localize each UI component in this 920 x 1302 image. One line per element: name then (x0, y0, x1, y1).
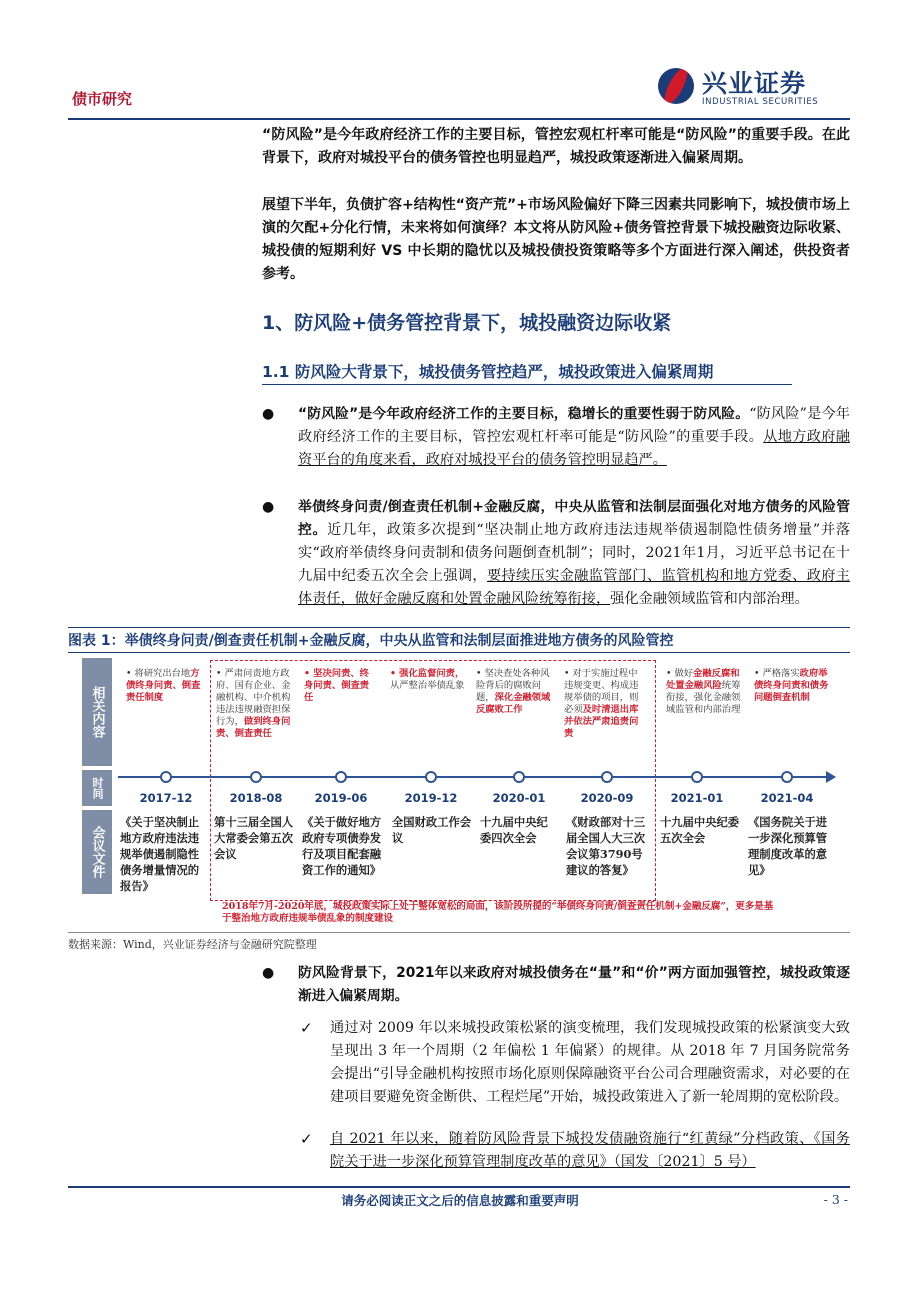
brand-name-cn: 兴业证券 (702, 69, 807, 98)
section-1-1-heading: 1.1 防风险大背景下，城投债务管控趋严，城投政策进入偏紧周期 (262, 363, 714, 381)
bullet-1-underlined: 从地方政府融资平台的角度来看，政府对城投平台的债务管控明显趋严。 (298, 429, 850, 468)
content-7-highlight: 金融反腐和处置金融风险 (666, 668, 740, 691)
figure-title-rule (68, 652, 850, 653)
timeline-year: 2017-12 (139, 791, 193, 805)
timeline-node (691, 771, 703, 783)
checkmark-icon: ✓ (300, 1130, 313, 1148)
bullet-dot-icon: ● (262, 406, 275, 422)
side-label-time: 时间 (82, 770, 112, 806)
bullet-2-underlined: 要持续压实金融监管部门、监管机构和地方党委、政府主体责任，做好金融反腐和处置金融风险统筹衔接， (298, 568, 850, 607)
timeline-year: 2021-01 (670, 791, 724, 805)
timeline-node (160, 771, 172, 783)
bullet-2-lead: 举债终身问责/倒查责任机制+金融反腐，中央从监管和法制层面强化对地方债务的风险管控。 (298, 499, 850, 538)
content-7-lead: • 做好 (666, 668, 694, 679)
timeline-axis (118, 776, 830, 778)
checkmark-icon: ✓ (300, 1019, 313, 1037)
bullet-2-tail: 强化金融领域监管和内部治理。 (610, 591, 809, 607)
timeline-arrow-icon (826, 771, 836, 783)
timeline-meeting: 《关于做好地方政府专项债券发行及项目配套融资工作的通知》 (302, 815, 382, 877)
section-1-heading: 1、防风险+债务管控背景下，城投融资边际收紧 (262, 312, 672, 334)
bullet-3-lead: 防风险背景下，2021年以来政府对城投债务在“量”和“价”两方面加强管控，城投政策逐渐进入偏紧周期。 (298, 965, 850, 1004)
content-5-highlight: 深化金融领域反腐败工作 (476, 692, 551, 715)
timeline-meeting: 《国务院关于进一步深化预算管理制度改革的意见》 (748, 815, 828, 877)
brand-emblem-icon (658, 68, 694, 104)
content-2-highlight: 做到终身问责、倒查责任 (216, 716, 291, 739)
bullet-1-lead: “防风险”是今年政府经济工作的主要目标，稳增长的重要性弱于防风险。 (298, 406, 750, 422)
timeline-content-6 (564, 668, 642, 740)
timeline-node (425, 771, 437, 783)
timeline-content-2 (216, 668, 292, 740)
figure-top-rule (68, 627, 850, 628)
policy-timeline-figure (82, 658, 852, 930)
timeline-node (513, 771, 525, 783)
content-4-plain: 从严整治举债乱象 (390, 680, 465, 691)
bullet-item-1 (262, 403, 850, 472)
content-1-highlight: 方债终身问责、倒查责任制度 (126, 668, 201, 703)
brand-logo (658, 64, 848, 110)
figure-title: 图表 1：举债终身问责/倒查责任机制+金融反腐，中央从监管和法制层面推进地方债务的风险管控 (68, 633, 674, 649)
timeline-content-7 (666, 668, 746, 716)
figure-source: 数据来源：Wind，兴业证券经济与金融研究院整理 (68, 938, 317, 951)
timeline-year: 2019-06 (314, 791, 368, 805)
side-label-content: 相关内容 (82, 658, 112, 766)
brand-name-en: INDUSTRIAL SECURITIES (702, 97, 819, 107)
timeline-year: 2021-04 (760, 791, 814, 805)
timeline-year: 2019-12 (404, 791, 458, 805)
timeline-meeting: 十九届中央纪委五次全会 (660, 815, 740, 845)
content-1-lead: • 将研究出台地 (126, 668, 191, 679)
content-6-highlight: 及时清退出库并依法严肃追责问责 (564, 704, 639, 739)
bullet-item-3 (262, 962, 850, 1008)
timeline-content-8 (754, 668, 834, 704)
bullet-2-text: 近几年，政策多次提到“坚决制止地方政府违法违规举债遏制隐性债务增量”并落实“政府举债终身问责制和债务问题倒查机制”；同时，2021年1月，习近平总书记在十九届中纪委五次全会上强调， (298, 522, 851, 584)
timeline-meeting: 《关于坚决制止地方政府违法违规举债遏制隐性债务增量情况的报告》 (120, 815, 200, 893)
check-item-2 (300, 1128, 850, 1174)
content-3-highlight: • 坚决问责、终身问责、倒查责任 (304, 668, 370, 703)
bullet-dot-icon: ● (262, 965, 275, 981)
check-item-1 (300, 1017, 850, 1109)
figure-red-annotation: 2018年7月-2020年底，城投政策实际上处于整体宽松的局面，该阶段所提的“举债终身问责/倒查责任机制+金融反腐”，更多是基于整治地方政府违规举债乱象的制度建设 (222, 901, 774, 924)
timeline-content-4 (390, 668, 470, 692)
timeline-meeting: 《财政部对十三届全国人大三次会议第3790号建议的答复》 (566, 815, 646, 877)
content-4-highlight: • 强化监督问责， (390, 668, 465, 679)
bullet-item-2 (262, 496, 850, 611)
timeline-year: 2018-08 (229, 791, 283, 805)
content-6-lead: • 对于实施过程中违规变更、构成违规举债的项目，则必须 (564, 668, 639, 715)
page-number: - 3 - (823, 1192, 848, 1207)
timeline-meeting: 全国财政工作会议 (392, 815, 472, 845)
content-8-lead: • 严格落实 (754, 668, 800, 679)
intro-paragraph-2: 展望下半年，负债扩容+结构性“资产荒”+市场风险偏好下降三因素共同影响下，城投债市场上演的欠配+分化行情，未来将如何演绎？本文将从防风险+债务管控背景下城投融资边际收紧、城投债的短期利好 VS 中长期的隐忧以及城投债投资策略等多个方面进行深入阐述，供投资者参考。 (262, 197, 850, 282)
bullet-dot-icon: ● (262, 499, 275, 515)
timeline-meeting: 十九届中央纪委四次全会 (480, 815, 548, 845)
timeline-node (601, 771, 613, 783)
content-2-lead: • 严肃问责地方政府、国有企业、金融机构、中介机构违法违规融资担保行为， (216, 668, 291, 727)
content-8-highlight: 政府举债终身问责和债务问题倒查机制 (754, 668, 829, 703)
section-heading-underline (262, 384, 792, 385)
timeline-year: 2020-09 (580, 791, 634, 805)
timeline-content-1 (126, 668, 206, 704)
timeline-content-5 (476, 668, 554, 716)
footer-disclaimer: 请务必阅读正文之后的信息披露和重要声明 (341, 1193, 579, 1208)
report-category: 债市研究 (72, 90, 133, 108)
footer-divider (68, 1186, 850, 1188)
timeline-meeting: 第十三届全国人大常委会第五次会议 (214, 815, 294, 861)
figure-bottom-rule (68, 932, 850, 933)
timeline-content-3 (304, 668, 378, 704)
check-item-1-text: 通过对 2009 年以来城投政策松紧的演变梳理，我们发现城投政策的松紧演变大致呈现出 3 年一个周期（2 年偏松 1 年偏紧）的规律。从 2018 年 7 月国务院常务会提出“引导金融机构按照市场化原则保障融资平台公司合理融资需求，对必要的在建项目要避免资金断供、工程烂尾”开始，城投政策进入了新一轮周期的宽松阶段。 (330, 1020, 850, 1105)
timeline-node (250, 771, 262, 783)
bullet-1-text: “防风险”是今年政府经济工作的主要目标，管控宏观杠杆率可能是“防风险”的重要手段。 (298, 406, 850, 445)
timeline-node (781, 771, 793, 783)
timeline-node (335, 771, 347, 783)
header-divider (68, 118, 850, 120)
content-5-lead: • 坚决查处各种风险背后的腐败问题， (476, 668, 550, 703)
check-item-2-text: 自 2021 年以来，随着防风险背景下城投发债融资施行“红黄绿”分档政策、《国务院关于进一步深化预算管理制度改革的意见》（国发〔2021〕5 号） (330, 1131, 850, 1170)
content-7-plain: 统筹衔接，强化金融领域监管和内部治理 (666, 680, 741, 715)
side-label-meetings: 会议文件 (82, 810, 112, 894)
intro-paragraph-1: “防风险”是今年政府经济工作的主要目标，管控宏观杠杆率可能是“防风险”的重要手段。在此背景下，政府对城投平台的债务管控也明显趋严，城投政策逐渐进入偏紧周期。 (262, 127, 850, 166)
timeline-year: 2020-01 (492, 791, 546, 805)
